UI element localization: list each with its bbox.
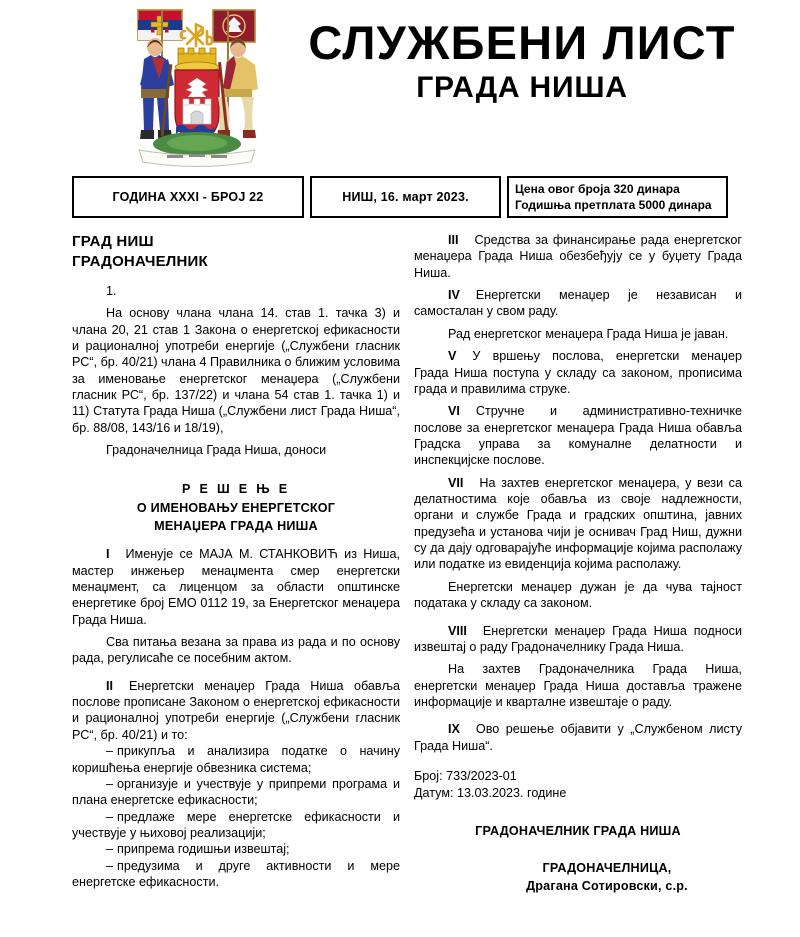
article-VII-paragraph-2: Енергетски менаџер дужан је да чува тајност података у складу са законом. xyxy=(414,579,742,611)
article-VII-text: На захтев енергетског менаџера, у вези са делатностима које обавља из своје надлежности, органи и службе Града и градских општина, јавних предузећа и установа чији је оснивач Град Ниш, дужни су да дају одговарајуће информације којима располажу или податке из евиденција којима располажу. xyxy=(414,475,742,572)
article-IX-text: Ово решење објавити у „Службеном листу Града Ниша“. xyxy=(414,722,742,753)
duty-text: припрема годишњи извештај; xyxy=(117,842,290,857)
issuing-authority xyxy=(72,232,400,272)
duty-text: организује и учествује у припреми програма и плана енергетске ефикасности; xyxy=(72,776,400,808)
signature-name: Драгана Сотировски, с.р. xyxy=(526,879,688,893)
article-IV-text: Енергетски менаџер је независан и самосталан у свом раду. xyxy=(414,288,742,319)
list-item xyxy=(72,743,400,776)
authority-office: ГРАДОНАЧЕЛНИК xyxy=(72,252,208,270)
masthead xyxy=(0,0,800,170)
crest-container xyxy=(106,4,286,172)
article-VII xyxy=(414,475,742,573)
coat-of-arms-of-nis-icon xyxy=(121,4,271,172)
article-I xyxy=(72,546,400,628)
article-VIII-paragraph-2: На захтев Градоначелника Града Ниша, енергетски менаџер Града Ниша доставља тражене информације и кварталне извештаје о раду. xyxy=(414,662,742,709)
duty-text: предлаже мере енергетске ефикасности и учествује у њиховој реализацији; xyxy=(72,809,400,840)
list-item xyxy=(72,858,400,891)
article-III-marker: III xyxy=(448,233,459,247)
article-II-marker: II xyxy=(106,678,113,693)
document-body xyxy=(72,232,750,894)
article-IX-marker: IX xyxy=(448,722,460,737)
article-I-marker: I xyxy=(106,547,110,562)
signature-role: ГРАДОНАЧЕЛНИЦА, xyxy=(542,860,672,875)
article-VI-marker: VI xyxy=(448,404,460,419)
article-IV-paragraph-2: Рад енергетског менаџера Града Ниша је јаван. xyxy=(448,326,729,341)
article-III-text: Средства за финансирање рада енергетског менаџера Града Ниша обезбеђују се у буџету Града Ниша. xyxy=(414,233,742,280)
article-VI xyxy=(414,403,742,468)
left-column xyxy=(72,232,400,894)
decision-title-block xyxy=(72,480,400,535)
decision-title-line3: МЕНАЏЕРА ГРАДА НИША xyxy=(154,518,318,533)
article-I-paragraph-2: Сва питања везана за права из рада и по основу рада, регулисаће се посебним актом. xyxy=(72,635,400,666)
issue-year-number: ГОДИНА XXXI - БРОЈ 22 xyxy=(112,190,264,204)
issue-place-date: НИШ, 16. март 2023. xyxy=(342,190,469,204)
article-VIII xyxy=(414,623,742,656)
document-date: Датум: 13.03.2023. године xyxy=(414,785,567,800)
article-IV-marker: IV xyxy=(448,288,460,303)
duties-list xyxy=(72,743,400,890)
article-VIII-text: Енергетски менаџер Града Ниша подноси извештај о раду Градоначелнику Града Ниша. xyxy=(414,623,742,654)
decision-title-line2: О ИМЕНОВАЊУ ЕНЕРГЕТСКОГ xyxy=(136,500,336,515)
article-V xyxy=(414,348,742,397)
issue-price-box xyxy=(507,176,728,218)
duty-text: предузима и друге активности и мере енергетске ефикасности. xyxy=(72,858,400,890)
dash-bullet: – xyxy=(106,809,114,824)
list-item xyxy=(72,776,400,809)
publication-title: СЛУЖБЕНИ ЛИСТ xyxy=(308,16,736,69)
issue-place-date-box xyxy=(310,176,501,218)
article-IV xyxy=(414,287,742,320)
item-number: 1. xyxy=(106,283,117,298)
issue-year-box xyxy=(72,176,304,218)
article-VIII-marker: VIII xyxy=(448,623,467,638)
masthead-titles xyxy=(286,4,800,106)
preamble-paragraph: На основу члана члана 14. став 1. тачка 3) и члана 20, 21 став 1 Закона о енергетској ефикасности и рационалној употреби енергије („Службени гласник РС“, бр. 40/21) члана 4 Правилника о ближим условима за именовање енергетског менаџера („Службени гласник РС“, бр. 137/22) и члана 54 став 1. тачка 1) и 11) Статута Града Ниша („Службени лист Града Ниша“, бр. 88/08, 143/16 и 18/19), xyxy=(72,306,400,435)
list-item xyxy=(72,809,400,842)
dash-bullet: – xyxy=(106,858,114,873)
document-meta xyxy=(414,768,742,801)
issue-info-bar xyxy=(72,176,728,218)
dash-bullet: – xyxy=(106,842,114,857)
decision-title-line1: Р Е Ш Е Њ Е xyxy=(182,482,290,497)
authority-city: ГРАД НИШ xyxy=(72,233,154,250)
duty-text: прикупља и анализира податке о начину коришћења енергије обвезника система; xyxy=(72,744,400,775)
list-item xyxy=(72,841,400,857)
dash-bullet: – xyxy=(106,744,114,759)
article-VII-marker: VII xyxy=(448,475,464,490)
issue-price: Цена овог броја 320 динара xyxy=(515,181,680,196)
signature-office: ГРАДОНАЧЕЛНИК ГРАДА НИША xyxy=(475,824,681,839)
dash-bullet: – xyxy=(106,776,114,791)
article-IX xyxy=(414,721,742,754)
document-number: Број: 733/2023-01 xyxy=(414,769,517,784)
article-I-text: Именује се МАЈА М. СТАНКОВИЋ из Ниша, мастер инжењер менаџмента смер енергетски менаџмент, са лиценцом за области општинске енергетике број ЕМО 0112 19, за Енергетског менаџера Града Ниша. xyxy=(72,547,400,627)
publication-subtitle: ГРАДА НИША xyxy=(416,71,628,105)
issue-subscription-price: Годишња претплата 5000 динара xyxy=(515,198,712,212)
right-column xyxy=(414,232,742,894)
article-VI-text: Стручне и административно-техничке послове за енергетског менаџера Града Ниша обавља Градска управа за комуналне делатности и инспекцијске послове. xyxy=(414,404,742,468)
article-II-text: Енергетски менаџер Града Ниша обавља послове прописане Законом о енергетској ефикасности и рационалној употреби енергије („Службени гласник РС“, бр. 40/21) и то: xyxy=(72,678,400,742)
article-V-marker: V xyxy=(448,349,457,364)
enacting-clause: Градоначелница Града Ниша, доноси xyxy=(106,443,327,458)
article-II xyxy=(72,678,400,743)
article-V-text: У вршењу послова, енергетски менаџер Града Ниша поступа у складу са законом, прописима града и правилима струке. xyxy=(414,349,742,396)
article-III xyxy=(414,232,742,281)
